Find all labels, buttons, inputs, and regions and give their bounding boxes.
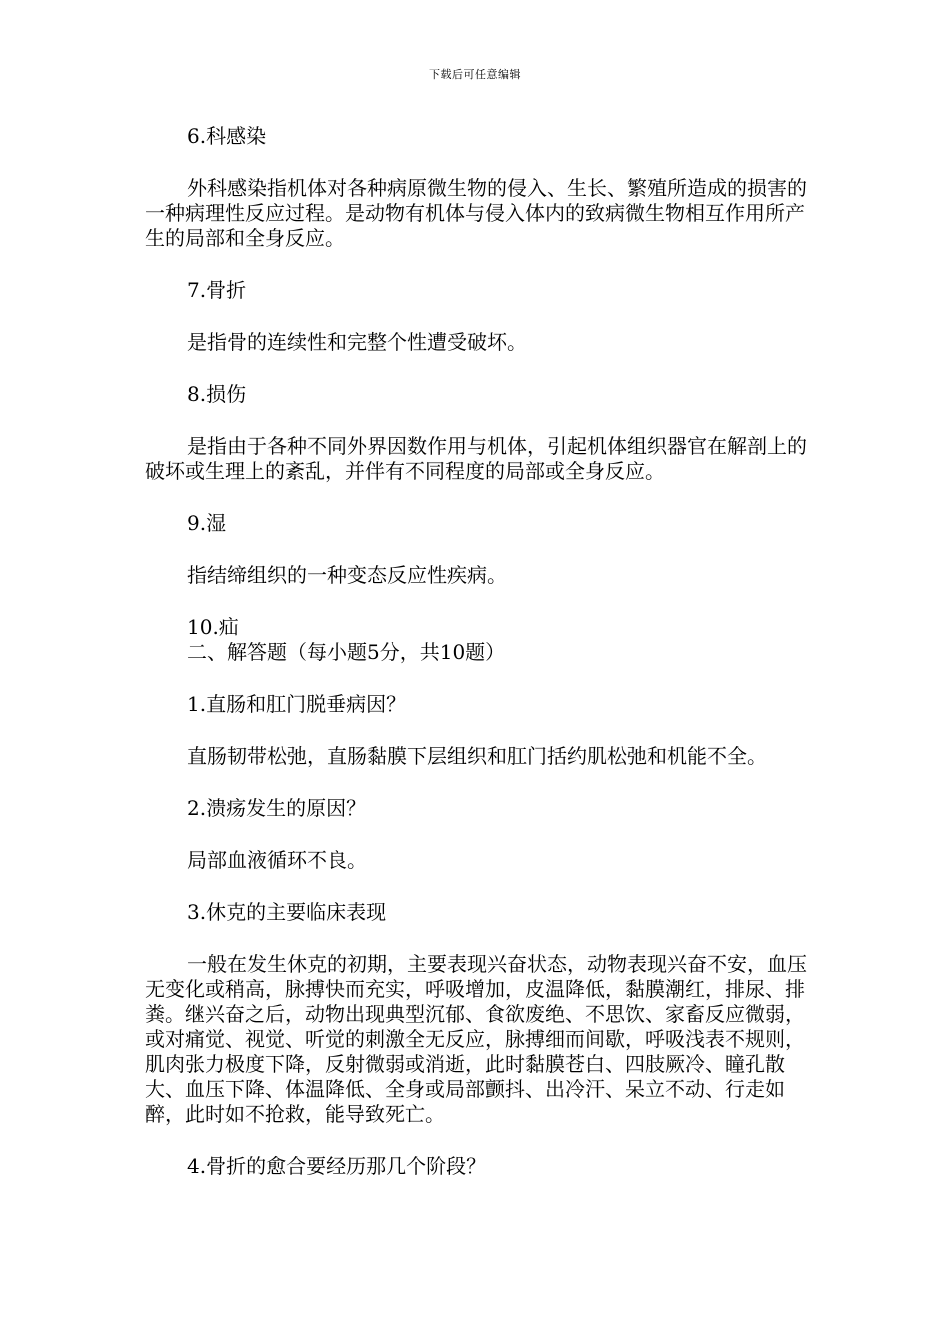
- definition-paragraph: 是指骨的连续性和完整个性遭受破坏。: [187, 330, 527, 354]
- page-header-note: 下载后可任意编辑: [429, 68, 521, 81]
- definition-paragraph: 外科感染指机体对各种病原微生物的侵入、生长、繁殖所造成的损害的一种病理性反应过程。是动物有机体与侵入体内的致病微生物相互作用所产生的局部和全身反应。: [145, 176, 807, 250]
- term-heading: 8.损伤: [187, 382, 247, 406]
- question-heading: 4.骨折的愈合要经历那几个阶段？: [187, 1154, 487, 1178]
- term-heading: 10.疝: [187, 615, 239, 639]
- answer-paragraph: 局部血液循环不良。: [187, 848, 367, 872]
- section-heading: 二、解答题（每小题5分，共10题）: [187, 640, 506, 664]
- question-heading: 3.休克的主要临床表现: [187, 900, 387, 924]
- question-heading: 1.直肠和肛门脱垂病因？: [187, 692, 407, 716]
- term-heading: 7.骨折: [187, 278, 247, 302]
- answer-paragraph: 一般在发生休克的初期，主要表现兴奋状态，动物表现兴奋不安，血压无变化或稍高，脉搏快而充实，呼吸增加，皮温降低，黏膜潮红，排尿、排粪。继兴奋之后，动物出现典型沉郁、食欲废绝、不思饮、家畜反应微弱，或对痛觉、视觉、听觉的刺激全无反应，脉搏细而间歇，呼吸浅表不规则，肌肉张力极度下降，反射微弱或消逝，此时黏膜苍白、四肢厥冷、瞳孔散大、血压下降、体温降低、全身或局部颤抖、出冷汗、呆立不动、行走如醉，此时如不抢救，能导致死亡。: [145, 952, 807, 1126]
- term-heading: 6.科感染: [187, 124, 267, 148]
- answer-paragraph: 直肠韧带松弛，直肠黏膜下层组织和肛门括约肌松弛和机能不全。: [187, 744, 767, 768]
- term-heading: 9.湿: [187, 511, 227, 535]
- question-heading: 2.溃疡发生的原因？: [187, 796, 367, 820]
- definition-paragraph: 是指由于各种不同外界因数作用与机体，引起机体组织器官在解剖上的破坏或生理上的紊乱，并伴有不同程度的局部或全身反应。: [145, 434, 807, 483]
- document-body: [145, 124, 810, 1179]
- definition-paragraph: 指结缔组织的一种变态反应性疾病。: [187, 563, 507, 587]
